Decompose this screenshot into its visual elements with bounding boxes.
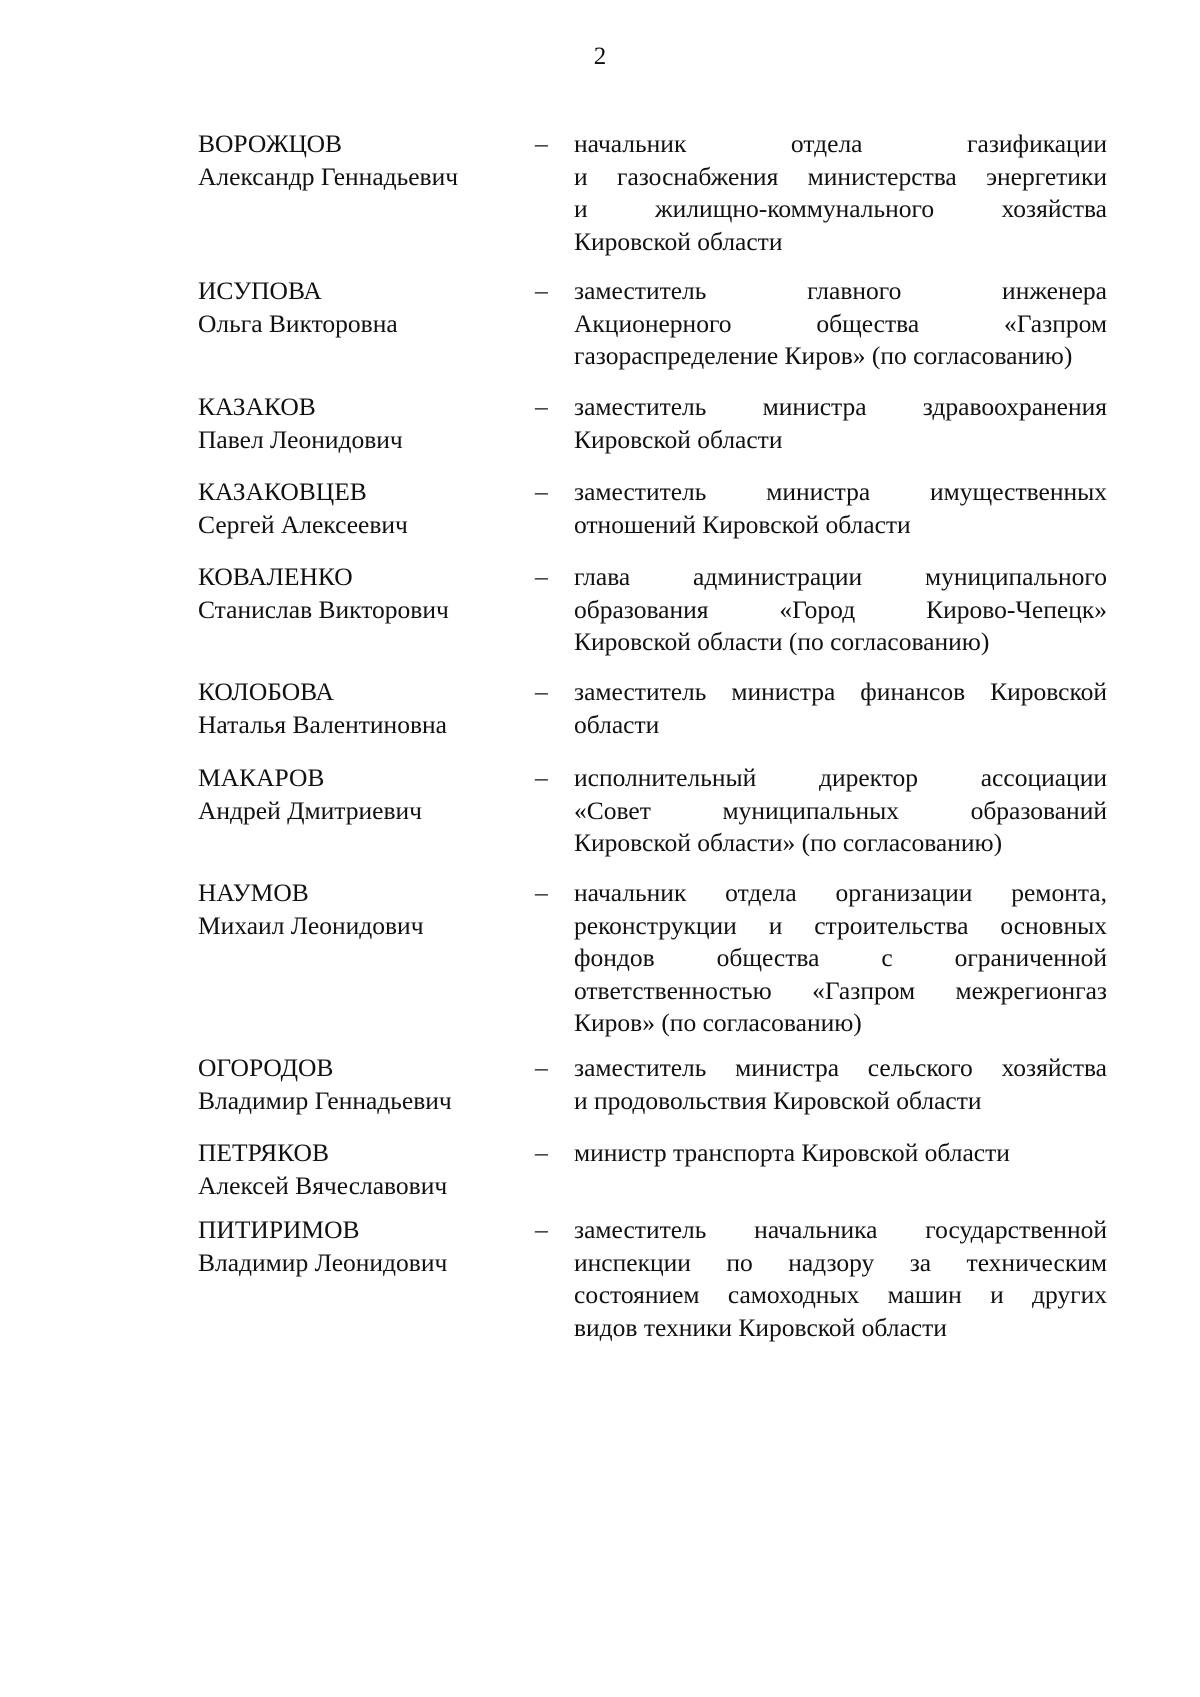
position-line: глава администрации муниципального — [574, 562, 1107, 591]
dash-separator: – — [535, 1138, 548, 1167]
member-surname: НАУМОВ — [198, 878, 309, 907]
position-line: инспекции по надзору за техническим — [574, 1247, 1107, 1277]
dash-separator: – — [535, 276, 548, 305]
position-line: заместитель министра имущественных — [574, 477, 1107, 506]
dash-separator: – — [535, 562, 548, 591]
member-given-names: Станислав Викторович — [198, 594, 449, 624]
member-position — [574, 1137, 1107, 1170]
member-given-names: Алексей Вячеславович — [198, 1170, 448, 1200]
position-line: Киров» (по согласованию) — [574, 1008, 862, 1037]
position-line: реконструкции и строительства основных — [574, 910, 1107, 940]
position-line: заместитель министра сельского хозяйства — [574, 1053, 1107, 1082]
member-given-names: Наталья Валентиновна — [198, 709, 447, 739]
position-line: исполнительный директор ассоциации — [574, 763, 1107, 792]
member-name — [198, 1052, 528, 1117]
member-position — [574, 676, 1107, 741]
position-line: состоянием самоходных машин и других — [574, 1280, 1107, 1309]
position-line: области — [574, 709, 660, 739]
position-line: газораспределение Киров» (по согласованию) — [574, 341, 1073, 370]
position-line: Кировской области» (по согласованию) — [574, 828, 1003, 857]
member-given-names: Павел Леонидович — [198, 424, 403, 454]
member-position — [574, 476, 1107, 541]
member-position — [574, 275, 1107, 373]
dash-separator: – — [535, 1053, 548, 1082]
member-surname: ОГОРОДОВ — [198, 1053, 334, 1082]
position-line: и газоснабжения министерства энергетики — [574, 161, 1107, 191]
position-line: «Совет муниципальных образований — [574, 795, 1107, 825]
member-surname: ПИТИРИМОВ — [198, 1215, 360, 1244]
position-line: отношений Кировской области — [574, 509, 911, 539]
member-given-names: Сергей Алексеевич — [198, 509, 408, 539]
position-line: и продовольствия Кировской области — [574, 1085, 982, 1115]
member-position — [574, 391, 1107, 456]
member-position — [574, 877, 1107, 1040]
position-line: образования «Город Кирово-Чепецк» — [574, 594, 1107, 624]
member-surname: КОЛОБОВА — [198, 677, 334, 706]
position-line: и жилищно-коммунального хозяйства — [574, 194, 1107, 223]
dash-separator: – — [535, 677, 548, 706]
dash-separator: – — [535, 392, 548, 421]
position-line: начальник отдела организации ремонта, — [574, 878, 1107, 907]
member-name — [198, 877, 528, 942]
dash-separator: – — [535, 1215, 548, 1244]
member-name — [198, 391, 528, 456]
member-given-names: Ольга Викторовна — [198, 308, 398, 338]
member-given-names: Андрей Дмитриевич — [198, 795, 422, 825]
position-line: заместитель главного инженера — [574, 276, 1107, 305]
dash-separator: – — [535, 763, 548, 792]
member-name — [198, 1214, 528, 1279]
dash-separator: – — [535, 878, 548, 907]
dash-separator: – — [535, 477, 548, 506]
member-name — [198, 1137, 528, 1202]
member-given-names: Владимир Геннадьевич — [198, 1085, 452, 1115]
position-line: министр транспорта Кировской области — [574, 1138, 1010, 1167]
page-number: 2 — [593, 43, 607, 70]
position-line: Кировской области (по согласованию) — [574, 627, 990, 656]
member-name — [198, 128, 528, 193]
member-surname: ПЕТРЯКОВ — [198, 1138, 329, 1167]
member-surname: ИСУПОВА — [198, 276, 322, 305]
position-line: заместитель министра финансов Кировской — [574, 677, 1107, 706]
position-line: ответственностью «Газпром межрегионгаз — [574, 975, 1107, 1005]
position-line: Кировской области — [574, 226, 783, 256]
member-surname: МАКАРОВ — [198, 763, 325, 792]
member-given-names: Владимир Леонидович — [198, 1247, 448, 1277]
member-name — [198, 476, 528, 541]
position-line: Акционерного общества «Газпром — [574, 308, 1107, 338]
position-line: фондов общества с ограниченной — [574, 943, 1107, 972]
member-position — [574, 561, 1107, 659]
member-name — [198, 275, 528, 340]
member-surname: КАЗАКОВЦЕВ — [198, 477, 367, 506]
member-given-names: Александр Геннадьевич — [198, 161, 459, 191]
member-surname: КОВАЛЕНКО — [198, 562, 353, 591]
dash-separator: – — [535, 129, 548, 158]
position-line: видов техники Кировской области — [574, 1312, 947, 1342]
position-line: заместитель начальника государственной — [574, 1215, 1107, 1244]
position-line: начальник отдела газификации — [574, 129, 1107, 158]
member-position — [574, 762, 1107, 860]
member-position — [574, 1052, 1107, 1117]
position-line: заместитель министра здравоохранения — [574, 392, 1107, 421]
member-given-names: Михаил Леонидович — [198, 910, 424, 940]
member-name — [198, 762, 528, 827]
member-name — [198, 676, 528, 741]
position-line: Кировской области — [574, 424, 783, 454]
member-surname: ВОРОЖЦОВ — [198, 129, 343, 158]
member-name — [198, 561, 528, 626]
member-position — [574, 1214, 1107, 1344]
member-position — [574, 128, 1107, 258]
member-surname: КАЗАКОВ — [198, 392, 316, 421]
